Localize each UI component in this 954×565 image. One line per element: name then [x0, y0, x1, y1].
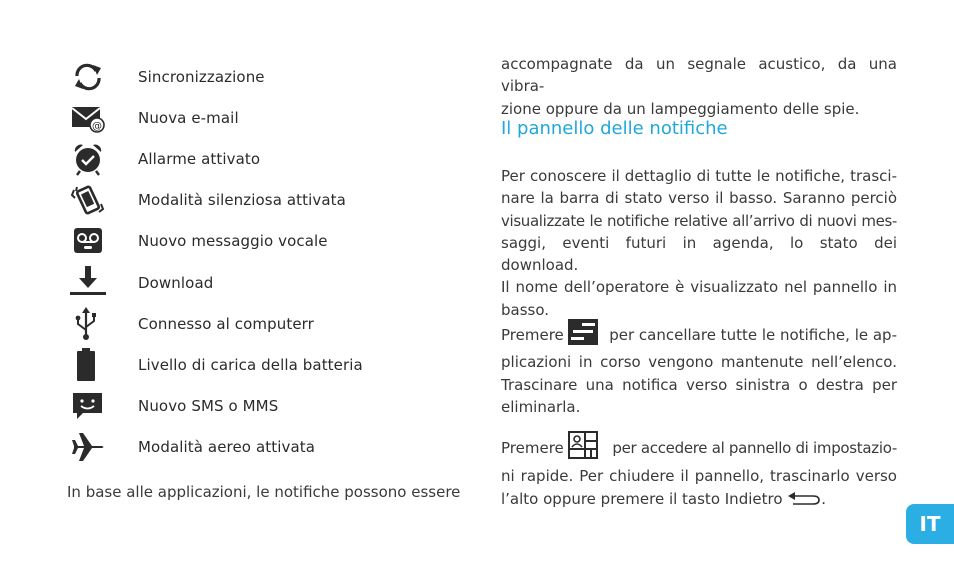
- clear-notifications-icon: [568, 319, 598, 351]
- quick-settings-icon: [568, 431, 598, 465]
- paragraph-line: visualizzate le notifiche relative all’arrivo di nuovi mes-: [501, 211, 897, 230]
- battery-icon: [68, 347, 108, 383]
- vibrate-phone-icon: [68, 182, 108, 218]
- status-label-battery: Livello di carica della batteria: [138, 356, 363, 374]
- intro-line: zione oppure da un lampeggiamento delle spie.: [501, 99, 860, 118]
- status-row-silent: [68, 182, 468, 218]
- paragraph-line: plicazioni in corso vengono mantenute nell’elenco.: [501, 353, 897, 372]
- status-label-airplane: Modalità aereo attivata: [138, 438, 316, 456]
- intro-paragraph: [501, 53, 897, 120]
- status-label-email: Nuova e-mail: [138, 109, 239, 127]
- paragraph-quick-settings: [501, 431, 897, 512]
- paragraph-line: eliminarla.: [501, 397, 581, 416]
- back-arrow-icon: [787, 490, 821, 512]
- paragraph-line: Per conoscere il dettaglio di tutte le notifiche, trasci-: [501, 167, 897, 185]
- status-row-voicemail: [68, 223, 468, 259]
- usb-icon: [68, 306, 108, 342]
- paragraph-line: Il nome dell’operatore è visualizzato nel pannello in: [501, 278, 897, 297]
- download-icon: [68, 265, 108, 301]
- paragraph-end: .: [821, 489, 827, 508]
- sms-icon: [68, 388, 108, 424]
- left-footer-text: In base alle applicazioni, le notifiche possono essere: [67, 483, 461, 501]
- new-email-icon: [68, 100, 108, 136]
- paragraph-line: nare la barra di stato verso il basso. Saranno perciò: [501, 189, 897, 208]
- status-row-battery: [68, 347, 468, 383]
- status-label-usb: Connesso al computerr: [138, 315, 314, 333]
- paragraph-line: [501, 431, 897, 465]
- paragraph-prefix: Premere: [501, 439, 564, 457]
- airplane-icon: [68, 429, 108, 465]
- status-row-sms: [68, 388, 468, 424]
- status-row-usb: [68, 306, 468, 342]
- paragraph-prefix: Premere: [501, 326, 564, 344]
- paragraph-suffix: per accedere al pannello di impostazio-: [612, 439, 897, 457]
- paragraph-suffix: per cancellare tutte le notifiche, le ap-: [609, 326, 897, 344]
- paragraph-line: Trascinare una notifica verso sinistra o destra per: [501, 375, 897, 394]
- paragraph-line: ni rapide. Per chiudere il pannello, trascinarlo verso: [501, 467, 897, 486]
- paragraph-line: saggi, eventi futuri in agenda, lo stato dei download.: [501, 233, 897, 275]
- status-label-alarm: Allarme attivato: [138, 150, 261, 168]
- paragraph-line: [501, 488, 897, 512]
- voicemail-icon: [68, 223, 108, 259]
- status-label-download: Download: [138, 274, 214, 292]
- paragraph-notifications: [501, 165, 897, 321]
- sync-icon: [68, 59, 108, 95]
- status-label-voicemail: Nuovo messaggio vocale: [138, 232, 328, 250]
- svg-text:@: @: [92, 121, 102, 132]
- status-row-airplane: [68, 429, 468, 465]
- status-label-silent: Modalità silenziosa attivata: [138, 191, 346, 209]
- paragraph-text: l’alto oppure premere il tasto Indietro: [501, 489, 783, 508]
- paragraph-clear-all: [501, 319, 897, 418]
- alarm-clock-icon: [68, 141, 108, 177]
- status-row-alarm: [68, 141, 468, 177]
- language-tab: IT: [906, 504, 954, 544]
- intro-line: accompagnate da un segnale acustico, da una vibra-: [501, 55, 897, 96]
- status-label-sms: Nuovo SMS o MMS: [138, 397, 279, 415]
- status-row-download: [68, 265, 468, 301]
- status-row-sync: [68, 59, 468, 95]
- paragraph-line: [501, 319, 897, 351]
- paragraph-line: basso.: [501, 300, 550, 319]
- status-label-sync: Sincronizzazione: [138, 68, 265, 86]
- section-heading: Il pannello delle notifiche: [501, 118, 728, 139]
- status-row-email: [68, 100, 468, 136]
